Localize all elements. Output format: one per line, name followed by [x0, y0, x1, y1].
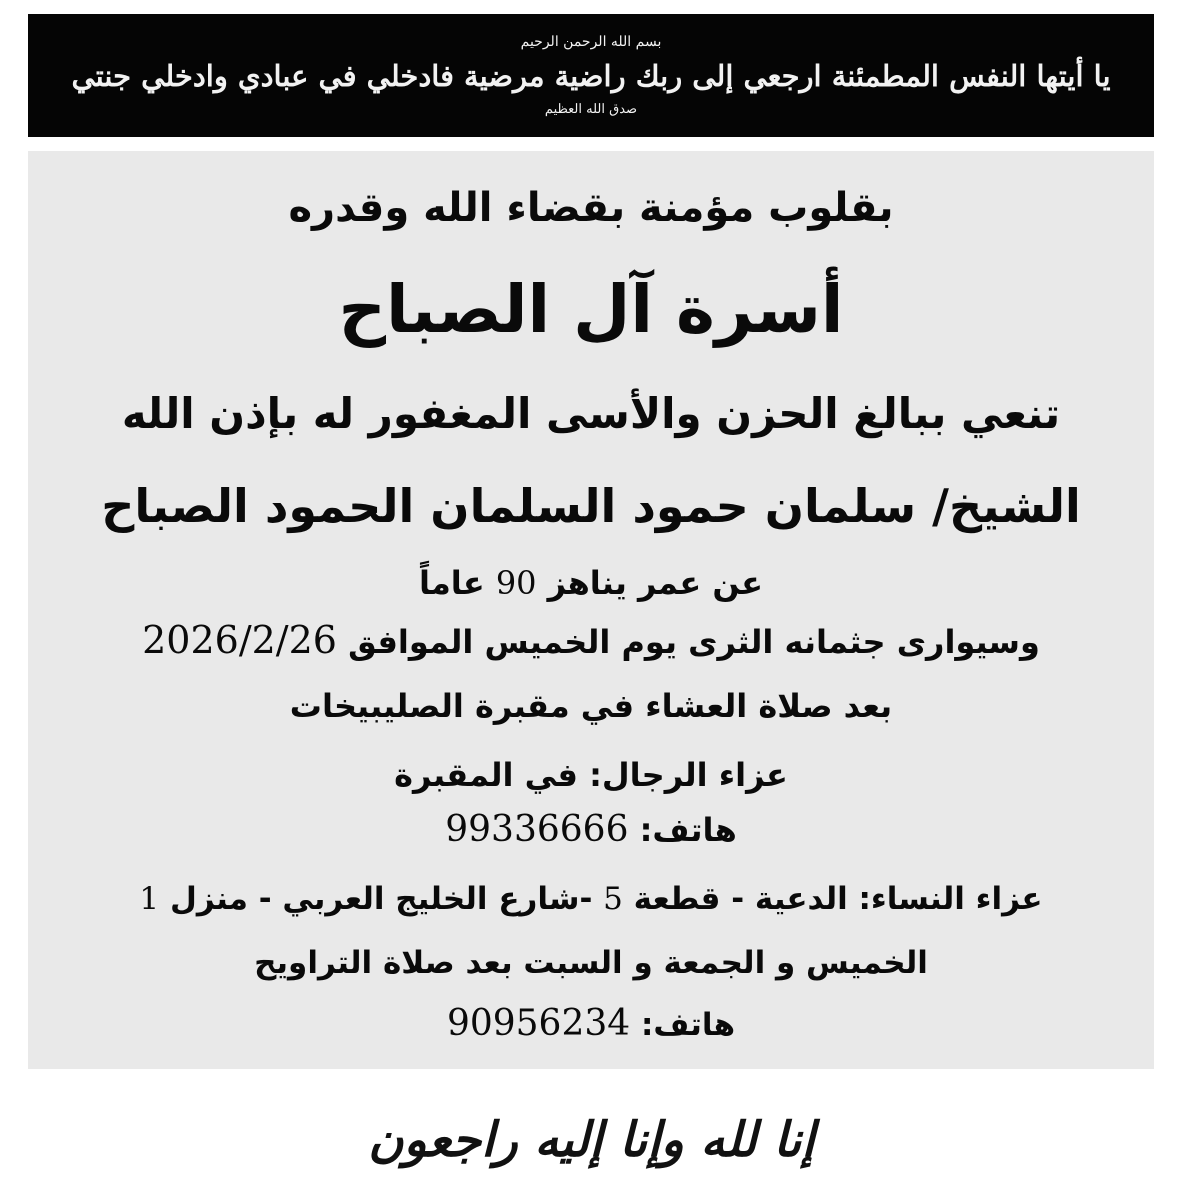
deceased-name: الشيخ/ سلمان حمود السلمان الحمود الصباح — [101, 479, 1081, 533]
closing-calligraphy: إنا لله وإنا إليه راجعون — [368, 1112, 815, 1168]
basmala: بسم الله الرحمن الرحيم — [520, 33, 662, 50]
men-condolence: عزاء الرجال: في المقبرة — [394, 756, 788, 794]
burial-place: بعد صلاة العشاء في مقبرة الصليبيخات — [289, 687, 893, 725]
age-value: 90 — [495, 564, 537, 602]
women-days: الخميس و الجمعة و السبت بعد صلاة التراويح — [254, 945, 928, 981]
age-prefix: عن عمر يناهز — [547, 564, 764, 602]
faith-line: بقلوب مؤمنة بقضاء الله وقدره — [288, 185, 894, 231]
men-phone: 99336666 — [445, 809, 629, 850]
age-line — [28, 560, 1154, 606]
men-phone-label: هاتف: — [639, 811, 737, 849]
burial-line — [28, 617, 1154, 665]
family-name: أسرة آل الصباح — [338, 271, 844, 348]
sadaq-allah: صدق الله العظيم — [544, 101, 638, 117]
women-condolence — [28, 876, 1154, 922]
quran-verse: يا أيتها النفس المطمئنة ارجعي إلى ربك راضية مرضية فادخلي في عبادي وادخلي جنتي — [71, 58, 1111, 93]
women-house: 1 — [139, 881, 160, 917]
women-block: 5 — [603, 881, 623, 917]
men-phone-line — [28, 807, 1154, 853]
age-suffix: عاماً — [418, 564, 485, 602]
women-phone-label: هاتف: — [640, 1007, 736, 1043]
women-phone: 90956234 — [446, 1003, 631, 1044]
women-prefix: عزاء النساء: الدعية - قطعة — [633, 881, 1043, 917]
mourning-line: تنعي ببالغ الحزن والأسى المغفور له بإذن الله — [121, 389, 1061, 438]
quran-verse-banner — [28, 14, 1154, 137]
burial-text: وسيوارى جثمانه الثرى يوم الخميس الموافق — [348, 623, 1040, 661]
women-street: -شارع الخليج العربي - منزل — [169, 881, 593, 917]
women-phone-line — [28, 1001, 1154, 1048]
burial-date: 2026/2/26 — [142, 618, 337, 662]
